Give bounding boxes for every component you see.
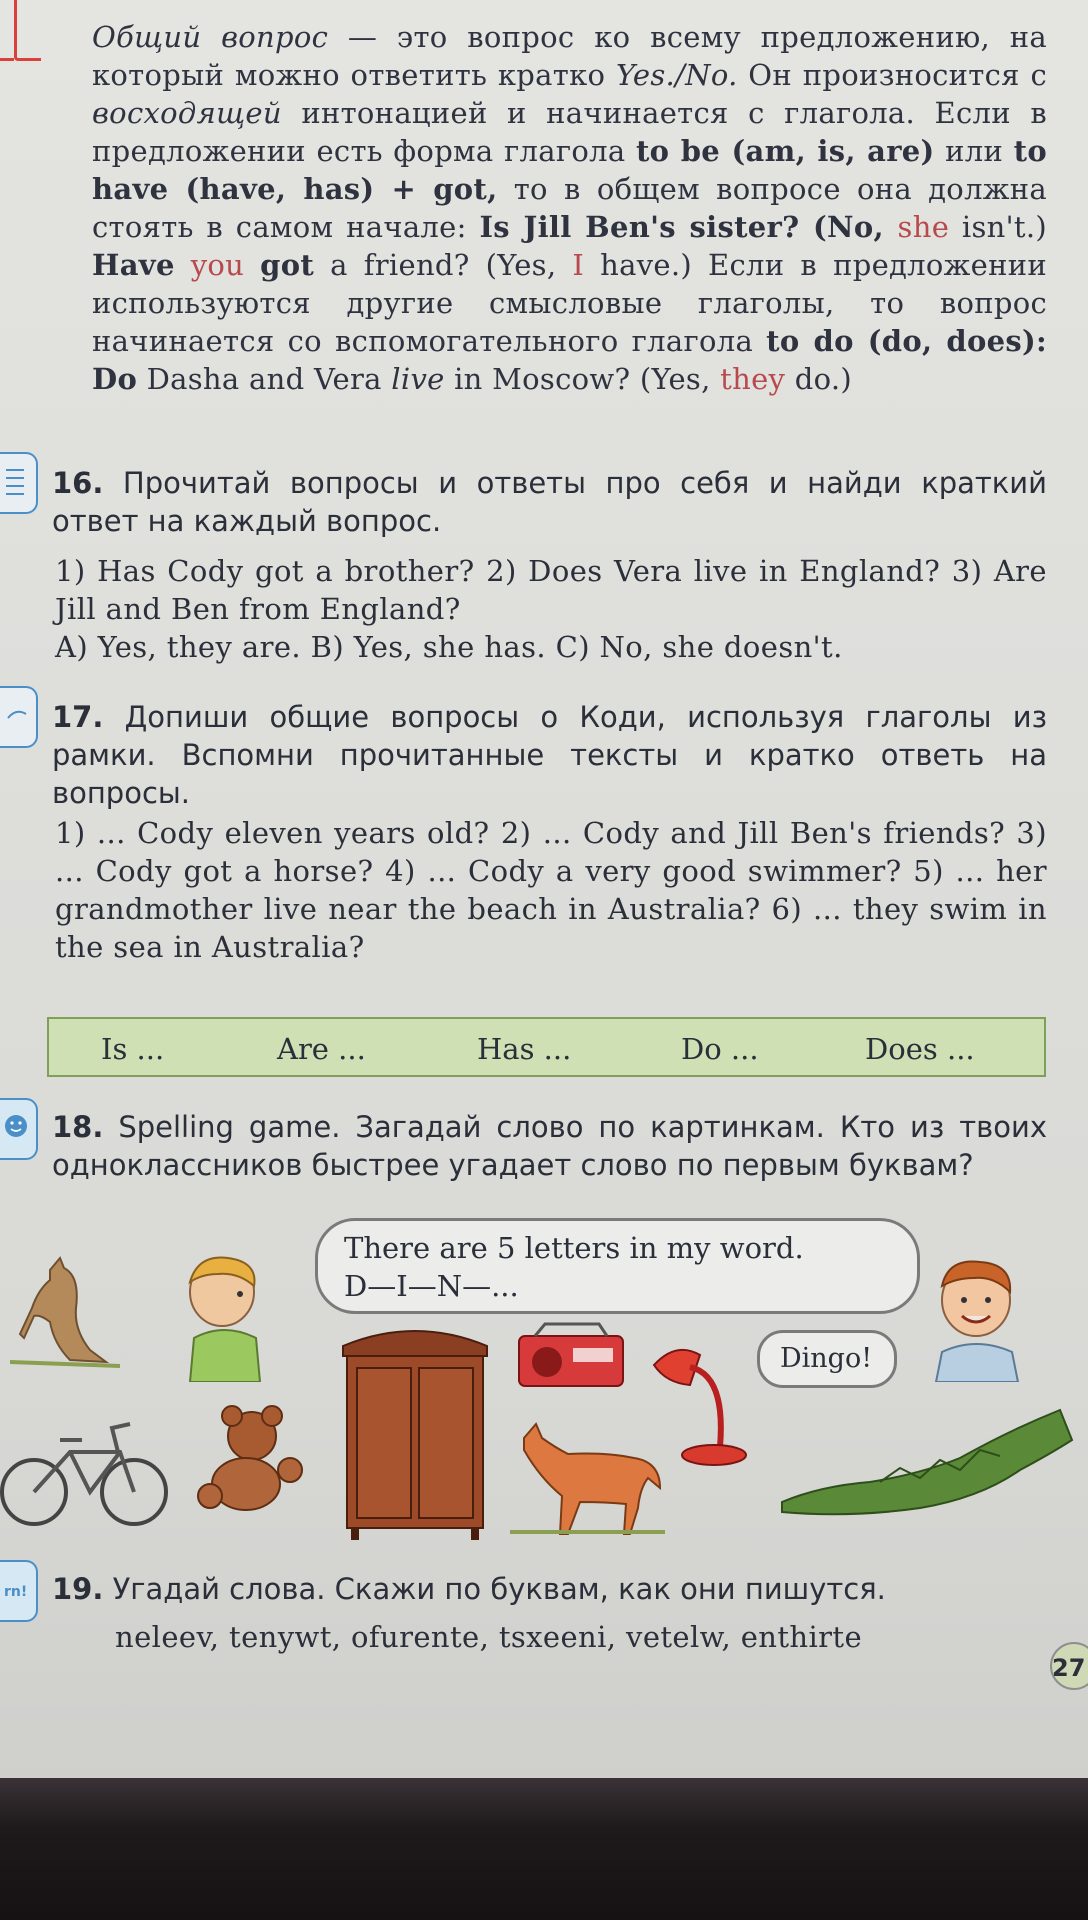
- rule-text: интонацией и начинается с глагола. Если в предложении есть форма глагола: [92, 96, 1047, 168]
- task-19-words: [115, 1618, 1015, 1656]
- task-16-instruction: [52, 464, 1047, 540]
- rule-text: или: [934, 134, 1014, 168]
- verb-frame: [47, 1017, 1046, 1077]
- bicycle-picture: [0, 1412, 170, 1532]
- rule-frame-bottom: [0, 0, 14, 61]
- example-pronoun: you: [174, 248, 261, 282]
- example-pronoun: she: [897, 210, 950, 244]
- example-pronoun: they: [720, 362, 786, 396]
- verb-option: Does ...: [865, 1032, 975, 1066]
- rule-frame: [14, 0, 41, 61]
- reading-icon: [0, 452, 38, 514]
- task-17-instruction: [52, 698, 1047, 812]
- words-text: neleev, tenywt, ofurente, tsxeeni, vetelw, enthirte: [115, 1620, 863, 1654]
- rule-text: Он произносится с: [737, 58, 1047, 92]
- example-sentence: in Moscow? (Yes,: [444, 362, 721, 396]
- rule-text: восходящей: [92, 96, 282, 130]
- example-sentence: got: [260, 248, 315, 282]
- lamp-picture: [650, 1335, 760, 1470]
- rule-text: to have (have, has) + got,: [92, 134, 1047, 206]
- smiley-icon: [0, 1098, 38, 1160]
- task-number: 16.: [52, 466, 104, 500]
- example-sentence: a friend? (Yes,: [314, 248, 573, 282]
- task-text: Прочитай вопросы и ответы про себя и найди краткий ответ на каждый вопрос.: [52, 466, 1047, 538]
- task-number: 17.: [52, 700, 104, 734]
- example-sentence: do.): [785, 362, 852, 396]
- task-19-instruction: [52, 1570, 1047, 1608]
- bubble-text: There are 5 letters in my word.: [344, 1231, 804, 1265]
- rule-text: Yes./No.: [615, 58, 738, 92]
- task-17-questions: [55, 814, 1047, 966]
- rule-text: Если в предложении используются другие смысловые глаголы, то вопрос начинается со вспомогательного глагола: [92, 248, 1047, 358]
- task-text: Угадай слова. Скажи по буквам, как они пишутся.: [103, 1572, 886, 1606]
- svg-text:rn!: rn!: [4, 1584, 28, 1600]
- boy-thinking-picture: [178, 1252, 270, 1382]
- rule-text: to do (do, does):: [766, 324, 1047, 358]
- answer-bubble: [757, 1330, 897, 1388]
- task-text: Допиши общие вопросы о Коди, используя глаголы из рамки. Вспомни прочитанные тексты и кратко ответь на вопросы.: [52, 700, 1047, 810]
- verb-option: Are ...: [277, 1032, 366, 1066]
- verb-option: Do ...: [681, 1032, 759, 1066]
- crocodile-picture: [780, 1390, 1080, 1525]
- wardrobe-picture: [335, 1322, 495, 1542]
- grammar-rule: [92, 18, 1047, 398]
- task-16-answers: [55, 628, 1047, 666]
- background-surface: [0, 1778, 1088, 1920]
- verb-option: Is ...: [101, 1032, 165, 1066]
- example-pronoun: I: [572, 248, 585, 282]
- speech-bubble: [315, 1218, 920, 1314]
- dingo-picture: [510, 1418, 665, 1536]
- teddy-bear-picture: [190, 1400, 310, 1520]
- kangaroo-picture: [10, 1250, 120, 1370]
- example-sentence: Dasha and Vera: [137, 362, 392, 396]
- bubble-text: Dingo!: [780, 1343, 873, 1374]
- example-sentence: Is Jill Ben's sister? (No,: [479, 210, 898, 244]
- example-sentence: live: [391, 362, 445, 396]
- questions-text: 1) ... Cody eleven years old? 2) ... Cody and Jill Ben's friends? 3) ... Cody got a horse? 4) ... Cody a very good swimmer? 5) ... her grandmother live near the beach in Australia? 6) ... they swim in the sea in Australia?: [55, 816, 1047, 964]
- verb-option: Has ...: [477, 1032, 572, 1066]
- task-text: Spelling game. Загадай слово по картинкам. Кто из твоих одноклассников быстрее угадает слово по первым буквам?: [52, 1110, 1047, 1182]
- questions-text: 1) Has Cody got a brother? 2) Does Vera live in England? 3) Are Jill and Ben from England?: [55, 554, 1047, 626]
- bubble-text: D—I—N—...: [344, 1269, 519, 1303]
- spelling-icon: [0, 1560, 38, 1622]
- rule-text: то в общем вопросе она должна стоять в самом начале:: [92, 172, 1047, 244]
- task-number: 18.: [52, 1110, 104, 1144]
- example-sentence: Do: [92, 362, 138, 396]
- task-18-instruction: [52, 1108, 1047, 1184]
- radio-picture: [515, 1322, 627, 1390]
- task-16-questions: [55, 552, 1047, 628]
- task-number: 19.: [52, 1572, 104, 1606]
- rule-text: to be (am, is, are): [635, 134, 935, 168]
- example-sentence: have.): [584, 248, 709, 282]
- writing-icon: [0, 686, 38, 748]
- answers-text: A) Yes, they are. B) Yes, she has. C) No, she doesn't.: [55, 630, 843, 664]
- boy-smiling-picture: [928, 1252, 1028, 1382]
- page-number: 27: [1050, 1642, 1088, 1690]
- rule-text: — это вопрос ко всему предложению, на который можно ответить кратко: [92, 20, 1047, 92]
- example-sentence: Have: [92, 248, 175, 282]
- example-sentence: isn't.): [949, 210, 1047, 244]
- rule-term: Общий вопрос: [92, 20, 329, 54]
